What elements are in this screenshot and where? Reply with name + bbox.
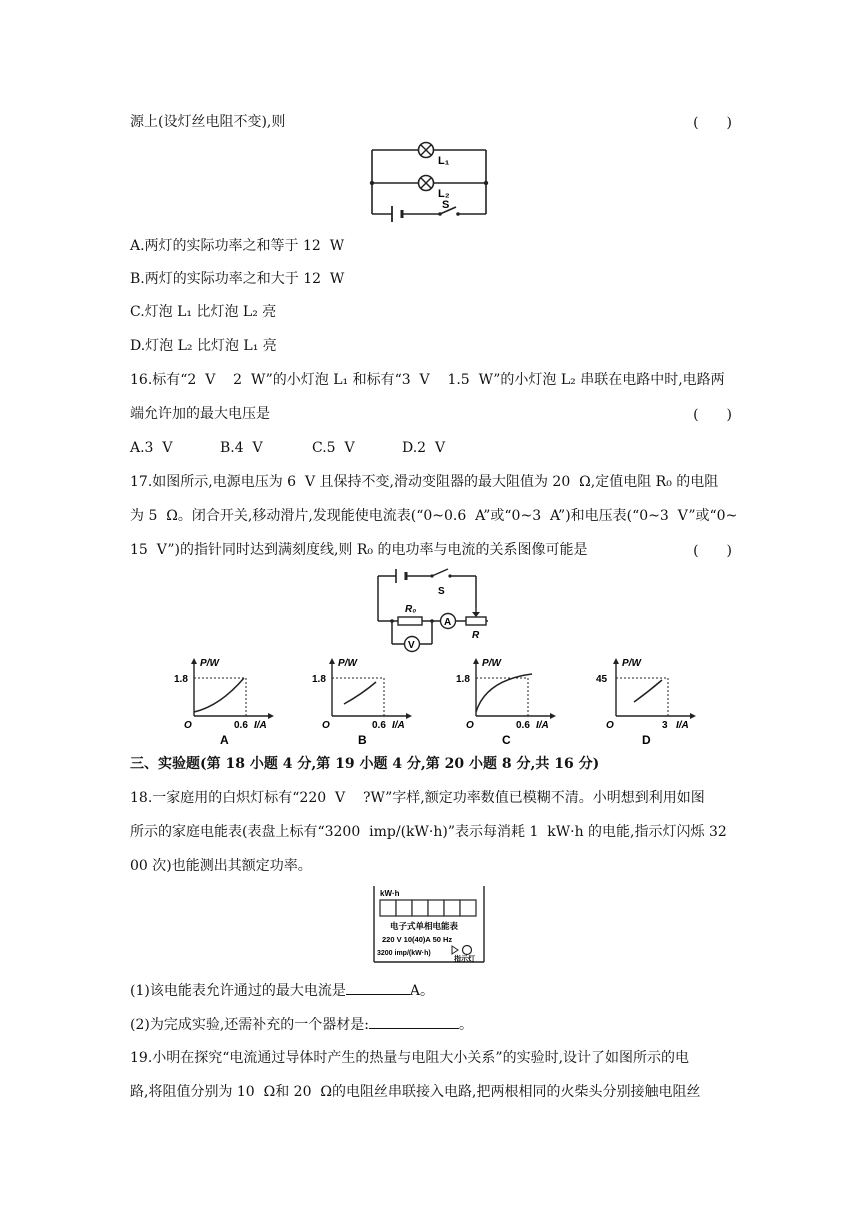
ymax-tick-label: 1.8: [312, 674, 326, 685]
indicator-label: 指示灯: [454, 956, 475, 963]
q15-option-d: D.灯泡 L₂ 比灯泡 L₁ 亮: [130, 338, 277, 354]
ammeter-label: A: [444, 617, 452, 628]
q15-stem-tail: 源上(设灯丝电阻不变),则: [130, 114, 286, 130]
x-axis-label: I/A: [536, 720, 549, 731]
graph-option-a: [170, 656, 280, 746]
indicator-light-icon: [463, 946, 472, 955]
ymax-tick-label: 1.8: [456, 674, 470, 685]
q18-sub1-blank[interactable]: [346, 980, 410, 995]
origin-label: O: [322, 720, 330, 731]
x-axis-label: I/A: [254, 720, 267, 731]
switch-label: S: [442, 199, 450, 211]
xmax-tick-label: 0.6: [516, 720, 530, 731]
voltmeter-label: V: [408, 640, 415, 651]
q19-stem-line2: 路,将阻值分别为 10 Ω和 20 Ω的电阻丝串联接入电路,把两根相同的火柴头分别接触电阻丝: [130, 1084, 701, 1100]
q17-answer-bracket: ( ): [693, 543, 732, 559]
power-curve: [344, 682, 376, 704]
q18-stem-line3: 00 次)也能测出其额定功率。: [130, 858, 312, 874]
ymax-tick-label: 45: [596, 674, 608, 685]
lamp-l2-label: L₂: [438, 188, 450, 200]
meter-title: 电子式单相电能表: [390, 921, 459, 931]
xmax-tick-label: 0.6: [372, 720, 386, 731]
y-axis-arrow-icon: [613, 658, 619, 664]
q16-option-d: D.2 V: [402, 440, 446, 456]
q18-stem-line1: 18.一家庭用的白炽灯标有“220 V ?W”字样,额定功率数值已模糊不清。小明想到利用如图: [130, 790, 705, 806]
q16-stem-line2: 端允许加的最大电压是: [130, 406, 270, 422]
y-axis-label: P/W: [482, 658, 501, 669]
graph-option-letter: D: [642, 733, 651, 746]
q18-sub2: [130, 1014, 473, 1035]
meter-unit: kW·h: [380, 889, 400, 898]
resistor-r0-icon: [398, 617, 422, 625]
q16-answer-bracket: ( ): [693, 407, 732, 423]
graph-option-letter: A: [220, 733, 229, 746]
q15-option-c: C.灯泡 L₁ 比灯泡 L₂ 亮: [130, 304, 277, 320]
meter-imp: 3200 imp/(kW·h): [377, 950, 431, 957]
meter-digit-display: [380, 900, 476, 916]
x-axis-label: I/A: [676, 720, 689, 731]
q18-sub1: [130, 980, 434, 1001]
origin-label: O: [184, 720, 192, 731]
origin-label: O: [606, 720, 614, 731]
lamp-l1-icon: [419, 143, 434, 158]
resistor-r0-label: R₀: [405, 604, 417, 615]
electric-meter-figure: [372, 884, 486, 964]
q18-stem-line2: 所示的家庭电能表(表盘上标有“3200 imp/(kW·h)”表示每消耗 1 kW·h 的电能,指示灯闪烁 32: [130, 824, 727, 840]
q17-stem-line2: 为 5 Ω。闭合开关,移动滑片,发现能使电流表(“0~0.6 A”或“0~3 A”)和电压表(“0~3 V”或“0~: [130, 508, 738, 524]
q19-stem-line1: 19.小明在探究“电流通过导体时产生的热量与电阻大小关系”的实验时,设计了如图所示的电: [130, 1050, 690, 1066]
graph-option-d: [592, 656, 702, 746]
q15-parallel-circuit-figure: [360, 140, 500, 222]
q16-option-c: C.5 V: [312, 440, 355, 456]
q17-series-circuit-figure: [370, 566, 490, 658]
rheostat-icon: [466, 617, 486, 625]
q18-sub1-text: (1)该电能表允许通过的最大电流是: [130, 983, 346, 999]
y-axis-label: P/W: [338, 658, 357, 669]
power-curve: [194, 678, 244, 712]
q15-answer-bracket: ( ): [693, 115, 732, 131]
switch-label: S: [438, 586, 445, 597]
y-axis-arrow-icon: [329, 658, 335, 664]
q18-sub2-end: 。: [459, 1017, 473, 1033]
q16-stem-line1: 16.标有“2 V 2 W”的小灯泡 L₁ 和标有“3 V 1.5 W”的小灯泡 L₂ 串联在电路中时,电路两: [130, 372, 725, 388]
q18-sub2-blank[interactable]: [369, 1014, 459, 1029]
lamp-l1-label: L₁: [438, 155, 450, 167]
q15-option-a: A.两灯的实际功率之和等于 12 W: [130, 238, 345, 254]
x-axis-label: I/A: [392, 720, 405, 731]
ymax-tick-label: 1.8: [174, 674, 188, 685]
section-heading: 三、实验题(第 18 小题 4 分,第 19 小题 4 分,第 20 小题 8 分,共 16 分): [130, 756, 600, 772]
y-axis-arrow-icon: [473, 658, 479, 664]
graph-option-b: [308, 656, 418, 746]
q17-stem-line1: 17.如图所示,电源电压为 6 V 且保持不变,滑动变阻器的最大阻值为 20 Ω,定值电阻 R₀ 的电阻: [130, 474, 719, 490]
xmax-tick-label: 3: [662, 720, 668, 731]
lamp-l2-icon: [419, 176, 434, 191]
q17-stem-line3: 15 V”)的指针同时达到满刻度线,则 R₀ 的电功率与电流的关系图像可能是: [130, 542, 588, 558]
q15-option-b: B.两灯的实际功率之和大于 12 W: [130, 271, 345, 287]
rheostat-label: R: [472, 630, 480, 641]
origin-label: O: [466, 720, 474, 731]
xmax-tick-label: 0.6: [234, 720, 248, 731]
power-curve: [634, 680, 662, 702]
x-axis-arrow-icon: [268, 713, 274, 719]
indicator-arrow-icon: [452, 946, 458, 954]
x-axis-arrow-icon: [406, 713, 412, 719]
graph-option-letter: B: [358, 733, 367, 746]
x-axis-arrow-icon: [550, 713, 556, 719]
q18-sub1-unit: A。: [409, 983, 434, 999]
y-axis-label: P/W: [622, 658, 641, 669]
power-curve: [476, 674, 532, 712]
q16-option-b: B.4 V: [220, 440, 263, 456]
x-axis-arrow-icon: [690, 713, 696, 719]
y-axis-label: P/W: [200, 658, 219, 669]
q16-option-a: A.3 V: [130, 440, 173, 456]
q18-sub2-text: (2)为完成实验,还需补充的一个器材是:: [130, 1017, 369, 1033]
y-axis-arrow-icon: [191, 658, 197, 664]
graph-option-letter: C: [502, 733, 511, 746]
meter-spec: 220 V 10(40)A 50 Hz: [382, 935, 453, 944]
graph-option-c: [452, 656, 562, 746]
